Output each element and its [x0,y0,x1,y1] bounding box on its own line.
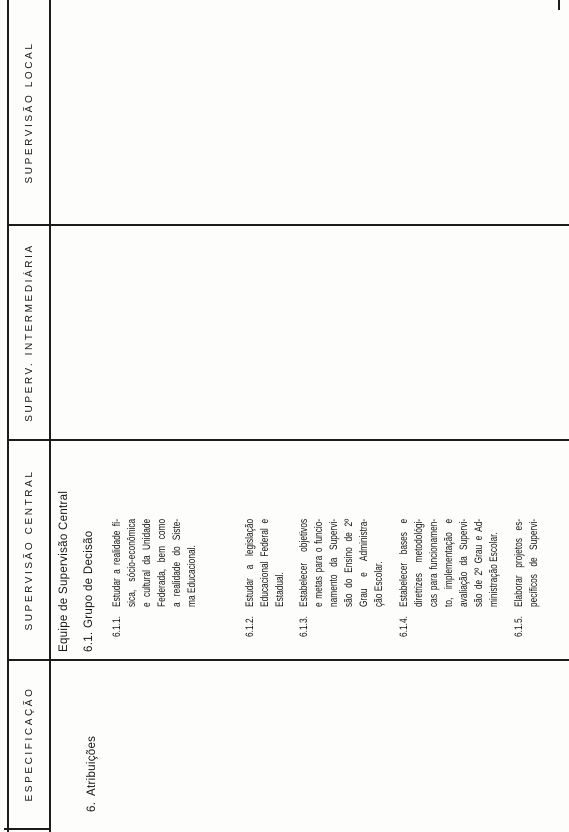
item-line: Federada, bem como [156,518,168,607]
item-6-1-5 [512,497,552,637]
team-heading: Equipe de Supervisão Central [58,490,70,652]
item-line: Educacional Federal e [259,518,271,607]
item-line: diretrizes metodológi- [413,518,425,607]
item-line: Elaborar projetos es- [513,518,525,607]
item-text [243,519,288,607]
item-number: 6.1.2. [244,616,256,637]
item-text [297,519,387,607]
item-line: pecíficos de Supervi- [528,518,540,607]
item-number: 6.1.4. [398,616,410,637]
corner-rule [558,0,560,10]
item-line: Estabelecer objetivos [298,518,310,607]
item-line: e cultural da Unidade [141,518,153,607]
item-number: 6.1.3. [298,616,310,637]
item-text [110,519,200,607]
item-line: cas para funcionamen- [428,518,440,607]
item-line: e metas para o funcio- [313,518,325,607]
item-text [397,519,502,607]
header-supervisao-local: SUPERVISÃO LOCAL [23,41,35,184]
item-line: to, implementação e [443,518,455,607]
item-line: namento da Supervi- [328,518,340,607]
section-label: Atribuições [86,735,98,796]
table-left-border [4,828,50,830]
item-line: ma Educacional. [186,545,198,607]
item-line: ministração Escolar. [488,532,500,607]
item-text [512,519,542,607]
item-number: 6.1.1. [111,616,123,637]
header-supervisao-central: SUPERVISÃO CENTRAL [23,469,35,631]
item-6-1-4 [397,497,517,637]
item-line: avaliação da Supervi- [458,518,470,607]
column-divider [8,225,569,227]
column-divider [8,440,569,442]
group-number: 6.1. [83,631,95,652]
item-line: Estudar a realidade fí- [111,518,123,607]
item-line: ção Escolar. [373,561,385,607]
item-line: Estabelecer bases e [398,518,410,607]
item-line: a realidade do Siste- [171,518,183,607]
column-divider [8,660,569,662]
header-superv-intermediaria: SUPERV. INTERMEDIÁRIA [23,243,35,422]
item-line: Grau e Administra- [358,518,370,607]
item-line: são do Ensino de 2º [343,518,355,607]
section-number: 6. [86,801,98,812]
item-line: Estudar a legislação [244,518,256,607]
item-6-1-1 [110,497,230,637]
item-number: 6.1.5. [513,616,525,637]
header-especificacao: ESPECIFICAÇÃO [23,686,35,802]
group-label: Grupo de Decisão [83,530,95,628]
item-line: sica, sócio-econômica [126,518,138,607]
item-line: são de 2º Grau e Ad- [473,518,485,607]
item-line: Estadual. [274,572,286,607]
